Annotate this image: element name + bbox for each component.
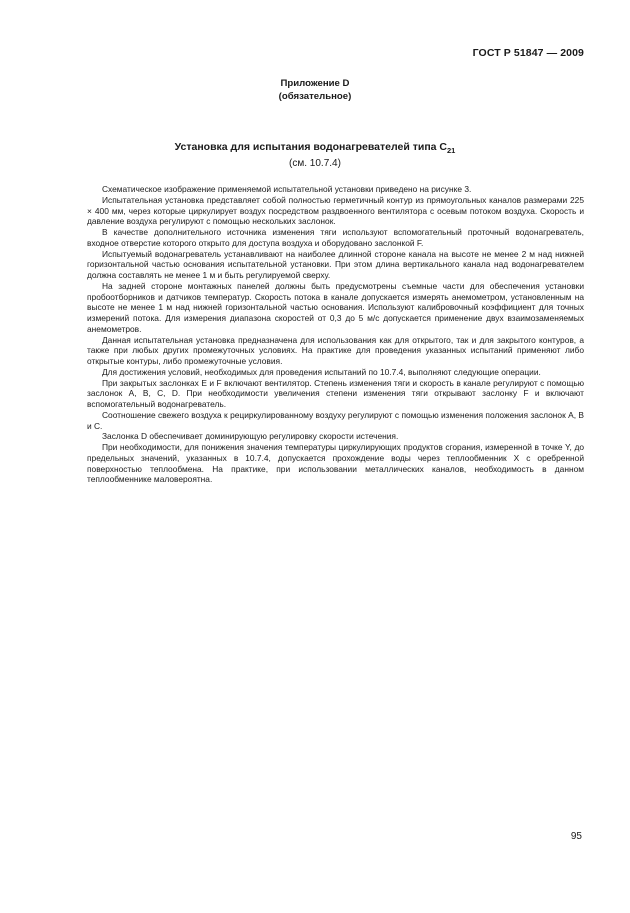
section-reference: (см. 10.7.4) [289, 158, 341, 169]
paragraph: Заслонка D обеспечивает доминирующую регулировку скорости истечения. [102, 431, 399, 442]
paragraph: Испытательная установка представляет собой полностью герметичный контур из прямоугольных каналов размерами 225 × 400 мм, через которые циркулирует воздух посредством раздвоенного вентилятора с осевым потоком воздуха. Скорость и давление воздуха регулируют с помощью нескольких заслонок. [87, 194, 584, 227]
paragraph: Схематическое изображение применяемой испытательной установки приведено на рисунке 3. [102, 184, 472, 194]
paragraph: Соотношение свежего воздуха к рециркулированному воздуху регулируют с помощью изменения положения заслонок A, B и C. [87, 409, 584, 431]
appendix-block [0, 78, 630, 103]
appendix-status: (обязательное) [278, 90, 352, 102]
paragraph: При необходимости, для понижения значения температуры циркулирующих продуктов сгорания, измеренной в точке Y, до предельных значений, указанных в 10.7.4, допускается прохождение воды через теплообменник X с оребренной поверхностью теплообмена. На практике, при использовании металлических каналов, необходимость в данном теплообменнике маловероятна. [87, 442, 584, 485]
section-title-subscript: 21 [447, 146, 456, 155]
body-text [87, 184, 584, 485]
section-title [0, 141, 630, 153]
standard-header: ГОСТ Р 51847 — 2009 [472, 47, 584, 59]
section-title-text: Установка для испытания водонагревателей типа C [174, 141, 447, 153]
paragraph: Для достижения условий, необходимых для проведения испытаний по 10.7.4, выполняют следующие операции. [102, 366, 541, 377]
paragraph: На задней стороне монтажных панелей должны быть предусмотрены съемные части для обеспечения установки пробоотборников и датчиков температур. Скорость потока в канале допускается измерять анемометром, установленным на высоте не менее 1 м над нижней горизонтальной частью основания. Используют калибровочный коэффициент для точных измерений потока. Для измерения диапазона скоростей от 0,3 до 5 м/с допускается применение двух взаимозаменяемых анемометров. [87, 280, 584, 334]
appendix-title: Приложение D [280, 78, 350, 89]
paragraph: При закрытых заслонках E и F включают вентилятор. Степень изменения тяги и скорость в канале регулируют с помощью заслонок A, B, C, D. При необходимости увеличения степени изменения тяги открывают заслонку F и включают вспомогательный водонагреватель. [87, 377, 584, 409]
page-number: 95 [570, 831, 582, 842]
paragraph: Данная испытательная установка предназначена для использования как для открытого, так и для закрытого контуров, а также при любых других промежуточных условиях. На практике для проведения указанных испытаний применяют либо открытые контуры, либо промежуточные условия. [87, 334, 584, 366]
paragraph: Испытуемый водонагреватель устанавливают на наиболее длинной стороне канала на высоте не менее 2 м над нижней горизонтальной частью основания испытательной установки. При этом длина вертикального канала над водонагревателем должна составлять не менее 1 м и быть регулируемой сверху. [87, 248, 584, 280]
paragraph: В качестве дополнительного источника изменения тяги используют вспомогательный проточный водонагреватель, входное отверстие которого открыто для доступа воздуха и оборудовано заслонкой F. [87, 227, 584, 248]
